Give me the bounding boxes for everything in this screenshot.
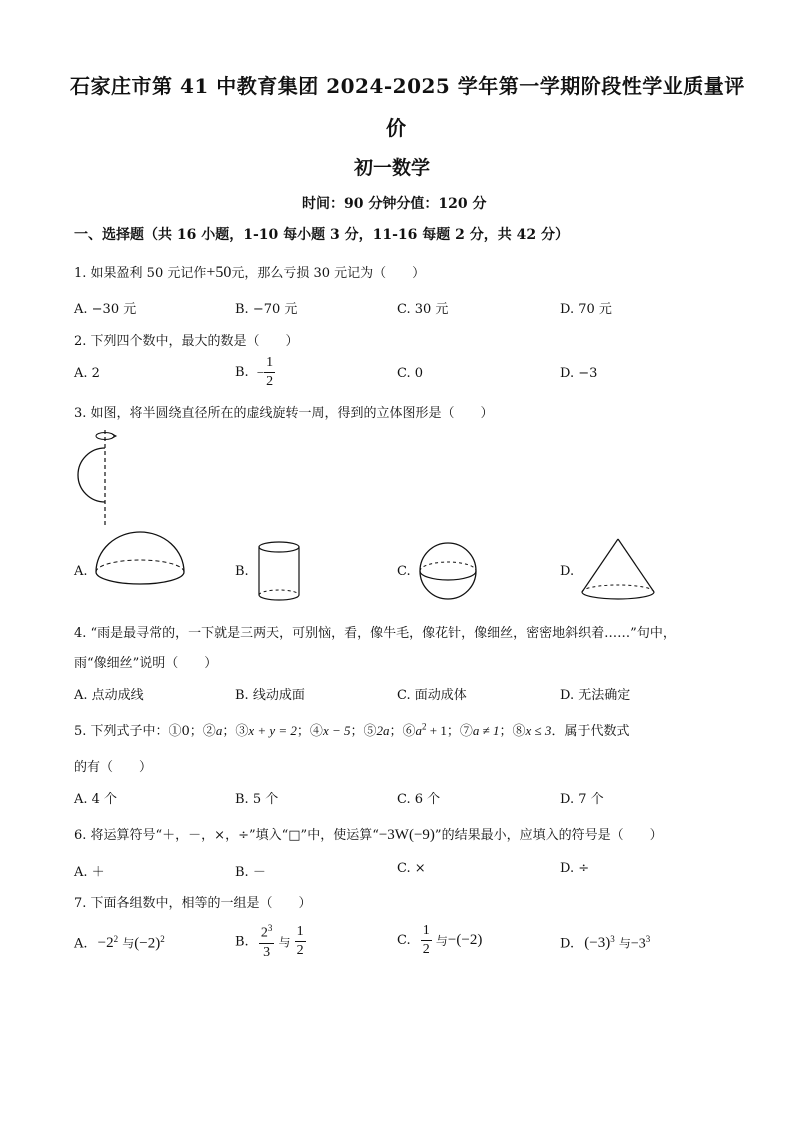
q2-option-d: D. −3 [560, 366, 598, 381]
q7-c-connector: 与 [435, 934, 448, 948]
q7-a-expr-1-exp: 2 [113, 934, 119, 944]
question-1 [74, 262, 425, 282]
question-3: 3. 如图，将半圆绕直径所在的虚线旋转一周，得到的立体图形是（ ） [74, 406, 494, 421]
q2-option-b-sign: − [256, 364, 265, 380]
q7-a-expr-2: (−2) [134, 935, 161, 952]
question-5-line1 [74, 720, 629, 739]
section-heading: 一、选择题（共 16 小题，1-10 每小题 3 分，11-16 每题 2 分，共 42 分） [74, 227, 569, 243]
q5-expr-3: x + y = 2 [248, 723, 297, 738]
q7-d-expr-2-exp: 3 [645, 934, 651, 944]
fraction-denominator: 3 [263, 944, 271, 960]
q7-b-fraction-2 [295, 925, 306, 958]
q7-option-b [235, 924, 306, 960]
q5-option-d: D. 7 个 [560, 792, 604, 807]
q7-a-expr-2-exp: 2 [160, 934, 165, 944]
q6-option-c: C. × [397, 861, 426, 876]
q7-option-a-label: A. [74, 936, 88, 952]
q3-option-c-label: C. [397, 564, 411, 579]
q5-option-a: A. 4 个 [74, 792, 118, 807]
q2-option-c: C. 0 [397, 366, 424, 381]
q7-option-d-label: D. [560, 936, 575, 952]
fraction-bar [264, 372, 275, 373]
hemisphere-shape [92, 538, 188, 598]
q1-option-a: A. −30 元 [74, 302, 137, 317]
q5-text: 5. 下列式子中：①0；② [74, 724, 216, 739]
q4-option-b: B. 线动成面 [235, 688, 305, 703]
q2-option-b [235, 356, 275, 389]
q5-expr-4: x − 5 [322, 723, 351, 738]
q6-text-a: 6. 将运算符号“＋，－，×，÷”填入“□”中，使运算“ [74, 828, 379, 843]
fraction-numerator: 1 [296, 924, 304, 940]
question-7: 7. 下面各组数中，相等的一组是（ ） [74, 896, 312, 911]
q7-d-expr-1-exp: 3 [610, 934, 615, 944]
q7-c-expr-2: −(−2) [447, 932, 483, 948]
q5-expr-8: x ≤ 3 [525, 723, 552, 738]
q5-expr-6-base: a [415, 723, 423, 738]
q5-expr-2: a [215, 723, 223, 738]
q5-text: ；⑥ [389, 724, 416, 739]
q1-text-a: 1. 如果盈利 50 元记作 [74, 266, 207, 281]
fraction-denominator: 2 [422, 942, 430, 957]
exam-meta: 时间：90 分钟分值：120 分 [302, 196, 487, 212]
fraction-numerator: 1 [422, 923, 430, 938]
q5-expr-7: a ≠ 1 [472, 723, 500, 738]
q7-option-d [560, 934, 650, 952]
question-4-line1: 4. “雨是最寻常的，一下就是三两天，可别恼，看，像牛毛，像花针，像细丝，密密地斜织着……”句中， [74, 626, 676, 641]
q6-option-d: D. ÷ [560, 861, 590, 876]
q6-option-b: B. － [235, 865, 266, 880]
fraction-numerator: 1 [266, 355, 274, 370]
question-6 [74, 824, 663, 844]
fraction-bar [259, 943, 275, 944]
q3-option-b-label: B. [235, 564, 249, 579]
q6-option-a: A. ＋ [74, 865, 105, 880]
q5-expr-6-rest: + 1 [426, 723, 447, 738]
q7-c-fraction [421, 924, 432, 957]
fraction-denominator: 2 [296, 943, 304, 959]
q5-expr-5: 2a [376, 723, 390, 738]
q7-b-connector: 与 [278, 935, 291, 950]
q5-expr-6-exponent: 2 [422, 721, 427, 732]
q1-text-c: 元，那么亏损 30 元记为（ ） [231, 266, 426, 281]
q4-option-a: A. 点动成线 [74, 688, 144, 703]
q7-d-expr-2: −3 [630, 936, 646, 952]
q7-d-expr-1: (−3) [584, 935, 611, 952]
q5-text: ；④ [296, 724, 323, 739]
q1-expr: +50 [206, 264, 232, 281]
q2-option-a: A. 2 [74, 366, 100, 381]
fraction-bar [421, 940, 432, 941]
page-title-line1: 石家庄市第 41 中教育集团 2024-2025 学年第一学期阶段性学业质量评 [70, 74, 745, 98]
q2-option-b-label: B. [235, 365, 249, 380]
semicircle-rotation-figure [70, 428, 130, 528]
q5-option-b: B. 5 个 [235, 792, 279, 807]
fraction-bar [295, 941, 306, 942]
fraction-denominator: 2 [266, 374, 274, 389]
q7-d-connector: 与 [618, 936, 631, 951]
q7-option-c [397, 924, 482, 957]
q5-option-c: C. 6 个 [397, 792, 441, 807]
sphere-shape [418, 540, 478, 604]
q5-text: ；⑧ [499, 724, 526, 739]
q7-a-expr-1: −2 [97, 935, 114, 952]
q7-b-num: 2 [260, 925, 268, 941]
question-5-line2: 的有（ ） [74, 760, 153, 775]
q5-text: ．属于代数式 [551, 724, 630, 739]
q7-option-b-label: B. [235, 934, 249, 950]
q7-option-c-label: C. [397, 933, 411, 948]
q3-option-d-label: D. [560, 564, 575, 579]
subject-title: 初一数学 [354, 157, 431, 179]
q7-b-num-exp: 3 [267, 923, 273, 933]
cone-shape [578, 536, 658, 602]
q5-text: ；③ [222, 724, 249, 739]
q5-text: ；⑤ [350, 724, 377, 739]
q2-option-b-fraction [264, 356, 275, 389]
q6-text-b: ”的结果最小，应填入的符号是（ ） [434, 828, 663, 843]
q7-a-connector: 与 [122, 936, 135, 951]
question-2: 2. 下列四个数中，最大的数是（ ） [74, 334, 299, 349]
q3-option-a-label: A. [74, 564, 88, 579]
page-title-line2: 价 [386, 116, 407, 140]
q7-option-a [74, 934, 165, 952]
q6-expr: −3W(−9) [378, 827, 435, 843]
q4-option-d: D. 无法确定 [560, 688, 631, 703]
q5-text: ；⑦ [446, 724, 473, 739]
question-4-line2: 雨“像细丝”说明（ ） [74, 656, 218, 671]
q1-option-d: D. 70 元 [560, 302, 612, 317]
fraction-numerator [259, 924, 275, 941]
q1-option-b: B. −70 元 [235, 302, 298, 317]
q7-b-fraction-1 [259, 924, 275, 960]
q4-option-c: C. 面动成体 [397, 688, 467, 703]
cylinder-shape [254, 540, 304, 604]
q1-option-c: C. 30 元 [397, 302, 449, 317]
